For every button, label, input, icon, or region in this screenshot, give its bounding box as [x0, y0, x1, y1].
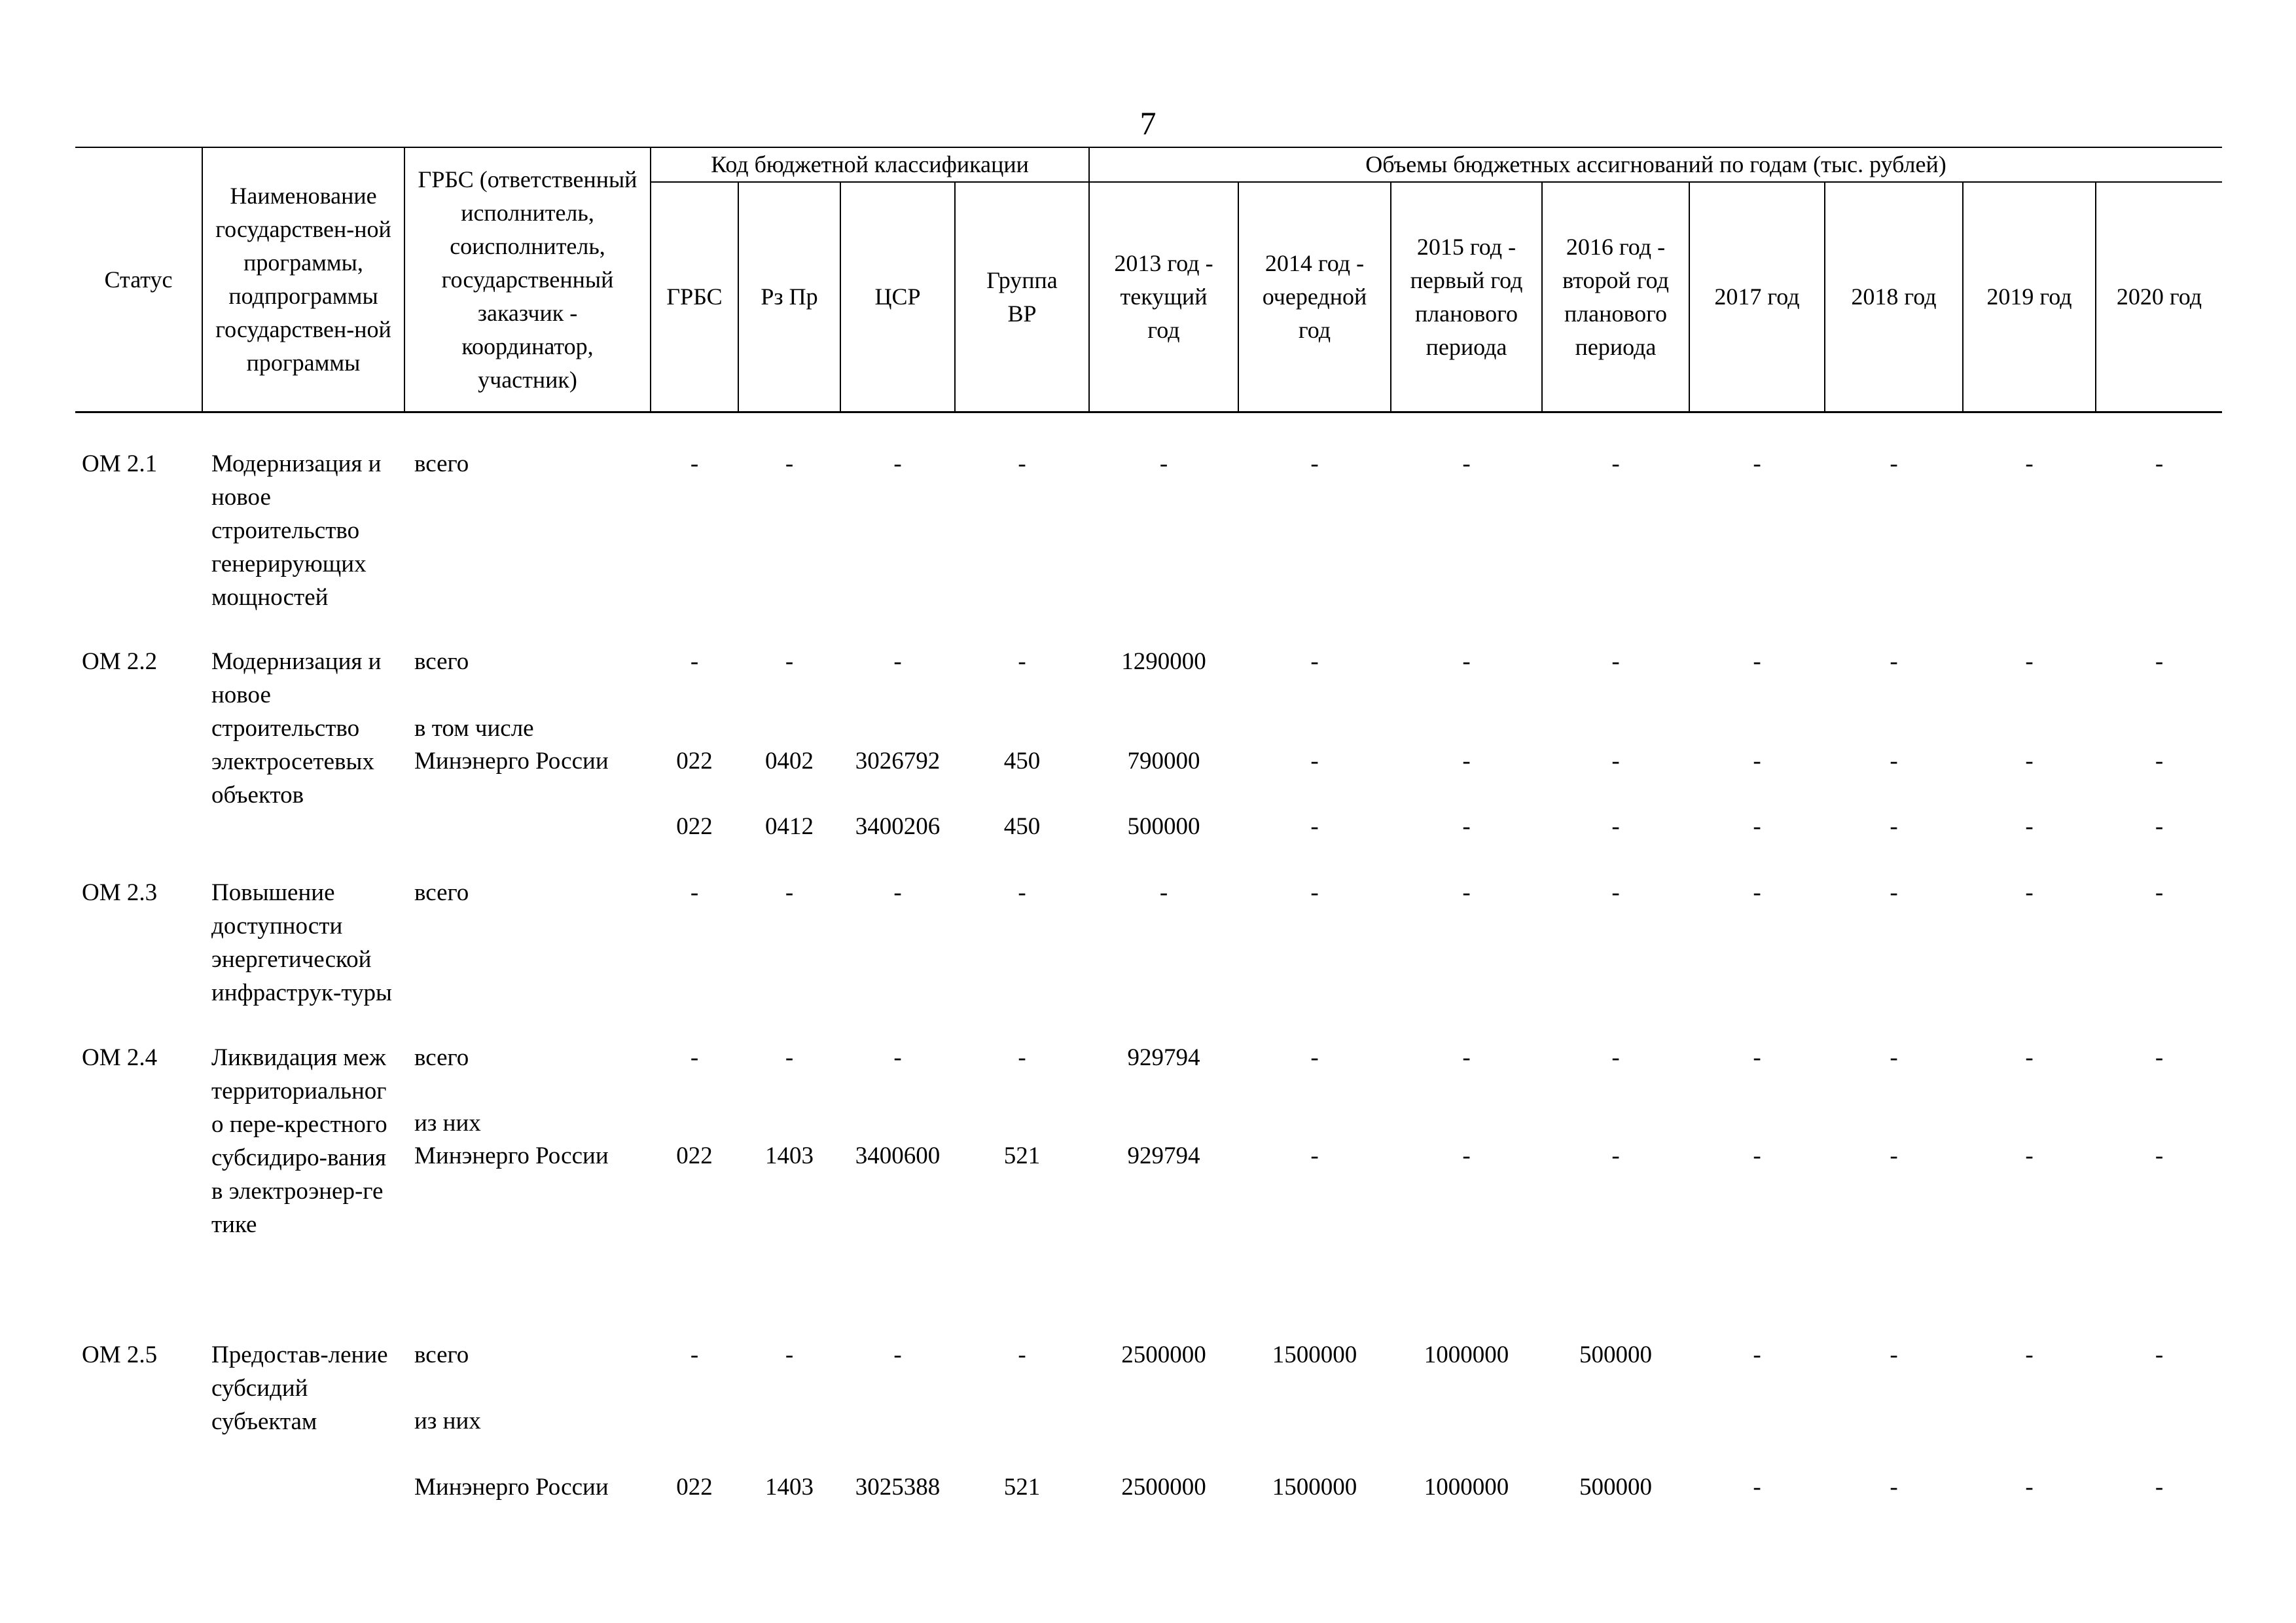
header-volumes-group: Объемы бюджетных ассигнований по годам (тыс. рублей): [1365, 151, 1946, 177]
value-2016: -: [1611, 1044, 1620, 1071]
value-2015: 1000000: [1424, 1474, 1509, 1501]
code-vr: 521: [1003, 1474, 1041, 1501]
value-2015: -: [1462, 1142, 1471, 1169]
value-2020: -: [2155, 648, 2164, 675]
value-2016: -: [1611, 1142, 1620, 1169]
row-program-name: Модернизация и новое строительство электросетевых объектов: [211, 648, 382, 809]
code-rzpr: -: [785, 1341, 794, 1368]
code-rzpr: -: [785, 1044, 794, 1071]
value-2019: -: [2025, 1044, 2034, 1071]
code-grbs: 022: [676, 748, 713, 775]
value-2018: -: [1890, 748, 1898, 775]
code-rzpr: 1403: [765, 1474, 814, 1501]
value-2017: -: [1753, 1044, 1761, 1071]
value-2015: -: [1462, 648, 1471, 675]
value-2014: -: [1310, 813, 1319, 840]
row-status: ОМ 2.5: [82, 1341, 158, 1368]
col-divider: [404, 147, 405, 412]
value-2016: -: [1611, 748, 1620, 775]
code-csr: 3026792: [855, 748, 941, 775]
value-2013: 929794: [1127, 1142, 1200, 1169]
header-code-rzpr: Рз Пр: [761, 283, 818, 310]
code-csr: 3025388: [855, 1474, 941, 1501]
code-grbs: 022: [676, 813, 713, 840]
header-year-2016: 2016 год - второй год планового периода: [1562, 233, 1669, 360]
value-2015: -: [1462, 1044, 1471, 1071]
row-program-name: Ликвидация межтерриториального пере-крестного субсидиро-вания в электроэнер-гетике: [211, 1044, 387, 1238]
value-2016: 500000: [1579, 1341, 1652, 1368]
value-2018: -: [1890, 879, 1898, 906]
header-status: Статус: [104, 266, 173, 293]
value-2017: -: [1753, 1474, 1761, 1501]
header-year-2013: 2013 год - текущий год: [1114, 250, 1213, 343]
row-line-label: всего: [414, 648, 469, 675]
header-grbs-role: ГРБС (ответственный исполнитель, соисполнитель, государственный заказчик - координатор, участник): [418, 166, 637, 393]
code-grbs: 022: [676, 1142, 713, 1169]
value-2015: -: [1462, 879, 1471, 906]
header-year-2018: 2018 год: [1851, 283, 1937, 310]
value-2017: -: [1753, 879, 1761, 906]
header-code-grbs: ГРБС: [666, 283, 723, 310]
value-2018: -: [1890, 813, 1898, 840]
code-csr: -: [893, 648, 902, 675]
value-2019: -: [2025, 1142, 2034, 1169]
header-code-csr: ЦСР: [874, 283, 921, 310]
value-2019: -: [2025, 450, 2034, 477]
value-2013: 790000: [1127, 748, 1200, 775]
value-2020: -: [2155, 879, 2164, 906]
value-2017: -: [1753, 813, 1761, 840]
header-bottom-rule: [75, 411, 2222, 413]
code-csr: -: [893, 1341, 902, 1368]
value-2018: -: [1890, 450, 1898, 477]
value-2013: 2500000: [1121, 1341, 1206, 1368]
row-status: ОМ 2.1: [82, 450, 158, 477]
page-number: 7: [1139, 105, 1157, 141]
row-status: ОМ 2.2: [82, 648, 158, 675]
value-2014: -: [1310, 748, 1319, 775]
row-line-label: из них: [414, 1408, 481, 1434]
code-grbs: -: [690, 879, 699, 906]
value-2018: -: [1890, 648, 1898, 675]
value-2019: -: [2025, 748, 2034, 775]
value-2013: -: [1159, 450, 1168, 477]
code-grbs: -: [690, 1044, 699, 1071]
row-status: ОМ 2.4: [82, 1044, 158, 1071]
value-2014: -: [1310, 1142, 1319, 1169]
header-program-name: Наименование государствен-ной программы, подпрограммы государствен-ной программы: [215, 183, 391, 376]
value-2017: -: [1753, 648, 1761, 675]
code-vr: -: [1018, 879, 1026, 906]
row-line-label: в том числе: [414, 715, 534, 742]
header-code-vr: Группа ВР: [986, 266, 1058, 327]
code-rzpr: -: [785, 879, 794, 906]
row-program-name: Повышение доступности энергетической инфраструк-туры: [211, 879, 392, 1006]
value-2015: 1000000: [1424, 1341, 1509, 1368]
code-vr: 521: [1003, 1142, 1041, 1169]
row-line-label: из них: [414, 1110, 481, 1137]
value-2016: -: [1611, 450, 1620, 477]
value-2019: -: [2025, 879, 2034, 906]
value-2019: -: [2025, 813, 2034, 840]
code-rzpr: -: [785, 450, 794, 477]
row-line-label: всего: [414, 1341, 469, 1368]
value-2013: -: [1159, 879, 1168, 906]
value-2020: -: [2155, 748, 2164, 775]
value-2015: -: [1462, 748, 1471, 775]
row-line-label: всего: [414, 879, 469, 906]
value-2013: 929794: [1127, 1044, 1200, 1071]
code-vr: -: [1018, 1341, 1026, 1368]
code-vr: -: [1018, 450, 1026, 477]
value-2013: 500000: [1127, 813, 1200, 840]
row-program-name: Предостав-ление субсидий субъектам: [211, 1341, 388, 1435]
value-2014: -: [1310, 879, 1319, 906]
value-2017: -: [1753, 1142, 1761, 1169]
value-2016: -: [1611, 879, 1620, 906]
header-year-2015: 2015 год - первый год планового периода: [1410, 233, 1523, 360]
value-2017: -: [1753, 450, 1761, 477]
code-grbs: -: [690, 648, 699, 675]
value-2018: -: [1890, 1341, 1898, 1368]
value-2016: 500000: [1579, 1474, 1652, 1501]
code-vr: 450: [1003, 813, 1041, 840]
value-2014: -: [1310, 648, 1319, 675]
value-2018: -: [1890, 1142, 1898, 1169]
code-vr: 450: [1003, 748, 1041, 775]
value-2016: -: [1611, 648, 1620, 675]
value-2014: -: [1310, 450, 1319, 477]
value-2018: -: [1890, 1044, 1898, 1071]
code-rzpr: 0412: [765, 813, 814, 840]
value-2016: -: [1611, 813, 1620, 840]
code-grbs: 022: [676, 1474, 713, 1501]
code-csr: -: [893, 450, 902, 477]
row-status: ОМ 2.3: [82, 879, 158, 906]
value-2020: -: [2155, 813, 2164, 840]
code-csr: 3400600: [855, 1142, 941, 1169]
value-2017: -: [1753, 748, 1761, 775]
code-rzpr: 1403: [765, 1142, 814, 1169]
code-rzpr: -: [785, 648, 794, 675]
header-year-2017: 2017 год: [1714, 283, 1800, 310]
header-year-2019: 2019 год: [1986, 283, 2072, 310]
row-line-label: Минэнерго России: [414, 1142, 609, 1169]
value-2013: 1290000: [1121, 648, 1206, 675]
row-program-name: Модернизация и новое строительство генерирующих мощностей: [211, 450, 382, 611]
row-line-label: всего: [414, 450, 469, 477]
code-vr: -: [1018, 1044, 1026, 1071]
value-2015: -: [1462, 813, 1471, 840]
code-csr: -: [893, 1044, 902, 1071]
header-code-group: Код бюджетной классификации: [711, 151, 1029, 177]
value-2019: -: [2025, 1341, 2034, 1368]
row-line-label: Минэнерго России: [414, 748, 609, 775]
code-vr: -: [1018, 648, 1026, 675]
value-2020: -: [2155, 1142, 2164, 1169]
code-csr: 3400206: [855, 813, 941, 840]
value-2014: 1500000: [1272, 1474, 1357, 1501]
value-2017: -: [1753, 1341, 1761, 1368]
header-year-2020: 2020 год: [2116, 283, 2202, 310]
value-2014: 1500000: [1272, 1341, 1357, 1368]
value-2018: -: [1890, 1474, 1898, 1501]
value-2015: -: [1462, 450, 1471, 477]
code-grbs: -: [690, 1341, 699, 1368]
header-year-2014: 2014 год - очередной год: [1262, 250, 1367, 343]
value-2020: -: [2155, 450, 2164, 477]
row-line-label: всего: [414, 1044, 469, 1071]
row-line-label: Минэнерго России: [414, 1474, 609, 1501]
value-2020: -: [2155, 1341, 2164, 1368]
value-2014: -: [1310, 1044, 1319, 1071]
code-csr: -: [893, 879, 902, 906]
value-2020: -: [2155, 1474, 2164, 1501]
code-grbs: -: [690, 450, 699, 477]
code-rzpr: 0402: [765, 748, 814, 775]
value-2019: -: [2025, 1474, 2034, 1501]
value-2020: -: [2155, 1044, 2164, 1071]
value-2013: 2500000: [1121, 1474, 1206, 1501]
col-divider: [202, 147, 203, 412]
value-2019: -: [2025, 648, 2034, 675]
